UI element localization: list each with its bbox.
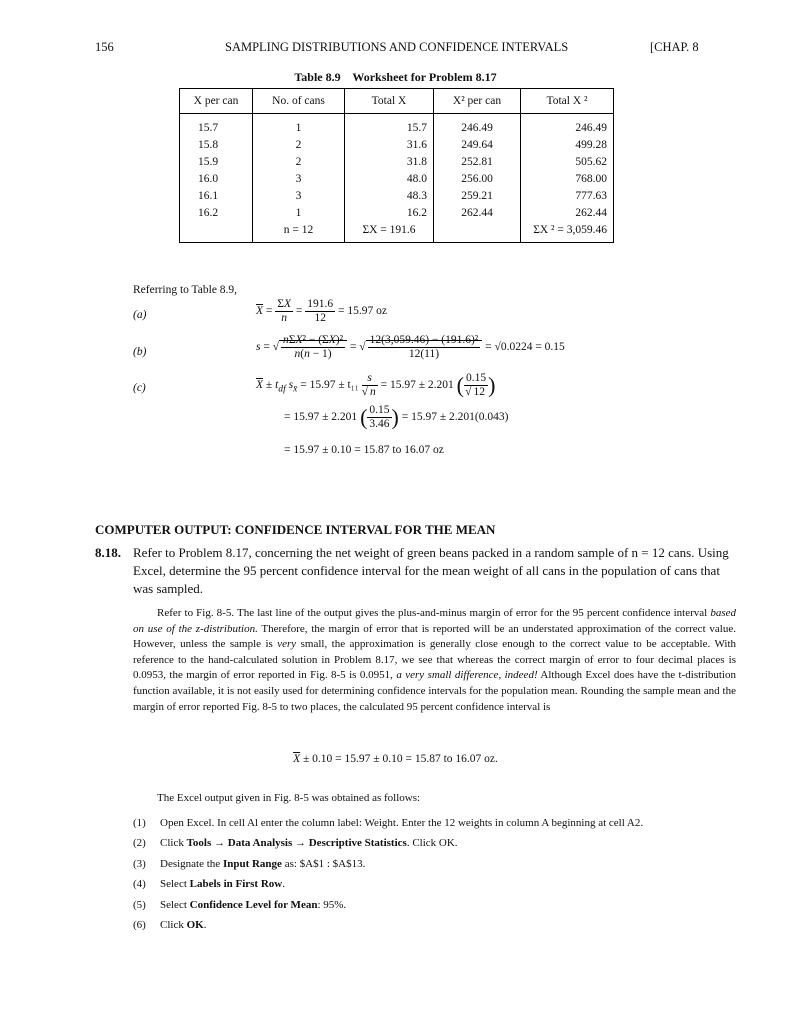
table-cell: 16.2 — [180, 205, 253, 222]
table-cell: 256.00 — [434, 171, 521, 188]
step-text-end: . — [282, 878, 285, 890]
total-cell — [434, 222, 521, 243]
c-line2b-text: = 15.97 ± 2.201(0.043) — [401, 411, 509, 424]
table-cell: 15.7 — [345, 114, 434, 138]
para-emphasis: a very small difference, indeed! — [396, 669, 538, 682]
step-item — [133, 858, 365, 870]
c-line2-text: = 15.97 ± 2.201 — [284, 411, 358, 424]
step-item — [133, 919, 206, 931]
problem-number: 8.18. — [95, 545, 121, 560]
part-b-equation: s = √ $\frac{\text{nΣX² − (ΣX)²}}{n(n - 1)}$ = √ $\frac{\text{12(3,059.46) − (191.6)²}}{12(11)}$ = √0.0224 = 0.15 — [256, 334, 565, 360]
table-cell: 249.64 — [434, 137, 521, 154]
table-cell: 3 — [253, 188, 345, 205]
a-numerator: 191.6 — [307, 298, 334, 310]
total-cell: ΣX ² = 3,059.46 — [521, 222, 614, 243]
table-row — [180, 205, 614, 222]
totals-row — [180, 222, 614, 243]
table-cell: 262.44 — [434, 205, 521, 222]
table-cell: 252.81 — [434, 154, 521, 171]
para-emphasis: based on use of the z-distribution. — [133, 607, 736, 635]
part-c-line3: = 15.97 ± 0.10 = 15.87 to 16.07 oz — [284, 444, 444, 456]
table-cell: 3 — [253, 171, 345, 188]
step-item — [133, 878, 285, 890]
part-c-label: (c) — [133, 382, 146, 394]
table-cell: 246.49 — [521, 114, 614, 138]
part-a-label: (a) — [133, 309, 147, 321]
b-inner-denominator: 12(11) — [408, 348, 440, 360]
result-line: $\overline{X} \pm 0.10 = 15.97 \pm 0.10 = 15.87$ to 16.07 oz. — [293, 753, 498, 765]
table-cell: 2 — [253, 137, 345, 154]
table-cell: 2 — [253, 154, 345, 171]
para-part: Therefore, the margin of error that is reported will be an understated approximation of the correct value. However, unless the sample is — [133, 622, 736, 651]
table-cell: 48.3 — [345, 188, 434, 205]
total-cell — [180, 222, 253, 243]
step-number: (2) — [133, 837, 146, 849]
step-text-end: as: $A$1 : $A$13. — [281, 858, 366, 870]
step-text: Click — [160, 919, 187, 931]
table-cell: 48.0 — [345, 171, 434, 188]
step-number: (4) — [133, 878, 146, 890]
step-bold: Input Range — [222, 858, 282, 870]
total-cell: n = 12 — [253, 222, 345, 243]
part-b-label: (b) — [133, 346, 147, 358]
step-text-end: . — [203, 919, 207, 931]
table-cell: 15.9 — [180, 154, 253, 171]
para-part: Refer to Fig. 8-5. The last line of the output gives the plus-and-minus margin of error for the 95 percent confidence interval — [157, 607, 711, 619]
table-cell: 246.49 — [434, 114, 521, 138]
step-bold: OK — [186, 919, 204, 931]
step-bold: Confidence Level for Mean — [189, 899, 318, 911]
total-cell: ΣX = 191.6 — [345, 222, 434, 243]
section-title: COMPUTER OUTPUT: CONFIDENCE INTERVAL FOR THE MEAN — [95, 522, 496, 537]
part-a-equation: $\overline{X}$ = $\frac{\Sigma X}{n}$ = $\frac{191.6}{12}$ = 15.97 oz — [256, 298, 387, 324]
table-cell: 16.1 — [180, 188, 253, 205]
table-cell: 31.6 — [345, 137, 434, 154]
col-header: X per can — [180, 89, 253, 114]
table-cell: 31.8 — [345, 154, 434, 171]
part-c-line1: $\overline{X} \pm t_{df}$ $s_{x̄} = 15.97 \pm t_{11}$ $\frac{s}{√ n}$ = 15.97 ± 2.201 ( $\frac{0.15}{√ 12}$ ) — [256, 372, 496, 398]
step-text: Select — [160, 899, 190, 911]
table-row — [180, 154, 614, 171]
a-denominator: 12 — [314, 312, 326, 324]
step-text-end: . Click OK. — [406, 837, 458, 849]
para-part: small, the approximation is generally close enough to the correct value to be acceptable. With reference to the hand-calculated solution in Problem 8.17, we see that whereas the correct margin of error to four decimal places is 0.0953, the margin of error reported in Fig. 8-5 is 0.0951, — [133, 638, 736, 682]
step-text: Designate the — [160, 858, 223, 870]
step-number: (1) — [133, 817, 146, 829]
step-number: (6) — [133, 919, 146, 931]
worksheet-table — [179, 88, 614, 243]
table-cell: 16.0 — [180, 171, 253, 188]
result-text: ± 0.10 = 15.97 ± 0.10 = 15.87 to 16.07 oz. — [303, 753, 498, 765]
step-text: Select — [160, 878, 190, 890]
table-cell: 15.7 — [180, 114, 253, 138]
b-result: = √0.0224 = 0.15 — [485, 341, 565, 354]
col-header: Total X — [345, 89, 434, 114]
table-cell: 777.63 — [521, 188, 614, 205]
para-part: Although Excel does have the t-distribution function available, it is not easily used for determining confidence intervals for the population mean. Rounding the sample mean and the margin of error reported Fig. 8-5 to two places, the calculated 95 percent confidence interval is — [133, 669, 736, 713]
table-cell: 15.8 — [180, 137, 253, 154]
table-cell: 262.44 — [521, 205, 614, 222]
page-number: 156 — [95, 40, 114, 54]
table-cell: 768.00 — [521, 171, 614, 188]
table-row — [180, 137, 614, 154]
problem-text: Refer to Problem 8.17, concerning the net weight of green beans packed in a random sample of n = 12 cans. Using Excel, determine the 95 percent confidence interval for the mean weight of all cans in the population of cans that was sampled. — [133, 545, 729, 596]
c-line1b-text: = 15.97 ± 2.201 — [380, 379, 454, 392]
step-item — [133, 899, 346, 911]
a-result: = 15.97 oz — [338, 305, 387, 318]
running-title: SAMPLING DISTRIBUTIONS AND CONFIDENCE INTERVALS — [225, 40, 569, 54]
step-bold: Labels in First Row — [189, 878, 283, 890]
table-cell: 259.21 — [434, 188, 521, 205]
table-cell: 1 — [253, 114, 345, 138]
step-bold: Tools → Data Analysis → Descriptive Statistics — [186, 837, 407, 849]
step-number: (5) — [133, 899, 146, 911]
table-cell: 499.28 — [521, 137, 614, 154]
table-row — [180, 188, 614, 205]
answer-paragraph — [133, 606, 736, 715]
para-emphasis: very — [277, 638, 297, 651]
table-cell: 1 — [253, 205, 345, 222]
step-item — [133, 837, 458, 849]
table-header-row — [180, 89, 614, 114]
part-c-line2: = 15.97 ± 2.201 ( $\frac{0.15}{3.46}$ ) = 15.97 ± 2.201(0.043) — [284, 404, 509, 430]
solution-intro: Referring to Table 8.9, — [133, 284, 238, 296]
excel-intro: The Excel output given in Fig. 8-5 was obtained as follows: — [157, 792, 421, 804]
chapter-label: [CHAP. 8 — [650, 40, 699, 54]
step-text-end: : 95%. — [317, 899, 347, 911]
col-header: Total X ² — [521, 89, 614, 114]
step-text: Click — [160, 837, 187, 849]
table-row — [180, 171, 614, 188]
table-caption: Table 8.9 Worksheet for Problem 8.17 — [294, 70, 497, 84]
step-item — [133, 817, 643, 829]
problem-8-18 — [95, 544, 735, 598]
col-header: X² per can — [434, 89, 521, 114]
b-inner-numerator: 12(3,059.46) − (191.6)² — [369, 334, 479, 346]
step-text: Open Excel. In cell Al enter the column label: Weight. Enter the 12 weights in column A beginning at cell A2. — [160, 817, 644, 829]
table-cell: 505.62 — [521, 154, 614, 171]
table-cell: 16.2 — [345, 205, 434, 222]
step-number: (3) — [133, 858, 146, 870]
table-row — [180, 114, 614, 138]
c-line1-text: = 15.97 ± t₁₁ — [300, 379, 359, 392]
col-header: No. of cans — [253, 89, 345, 114]
